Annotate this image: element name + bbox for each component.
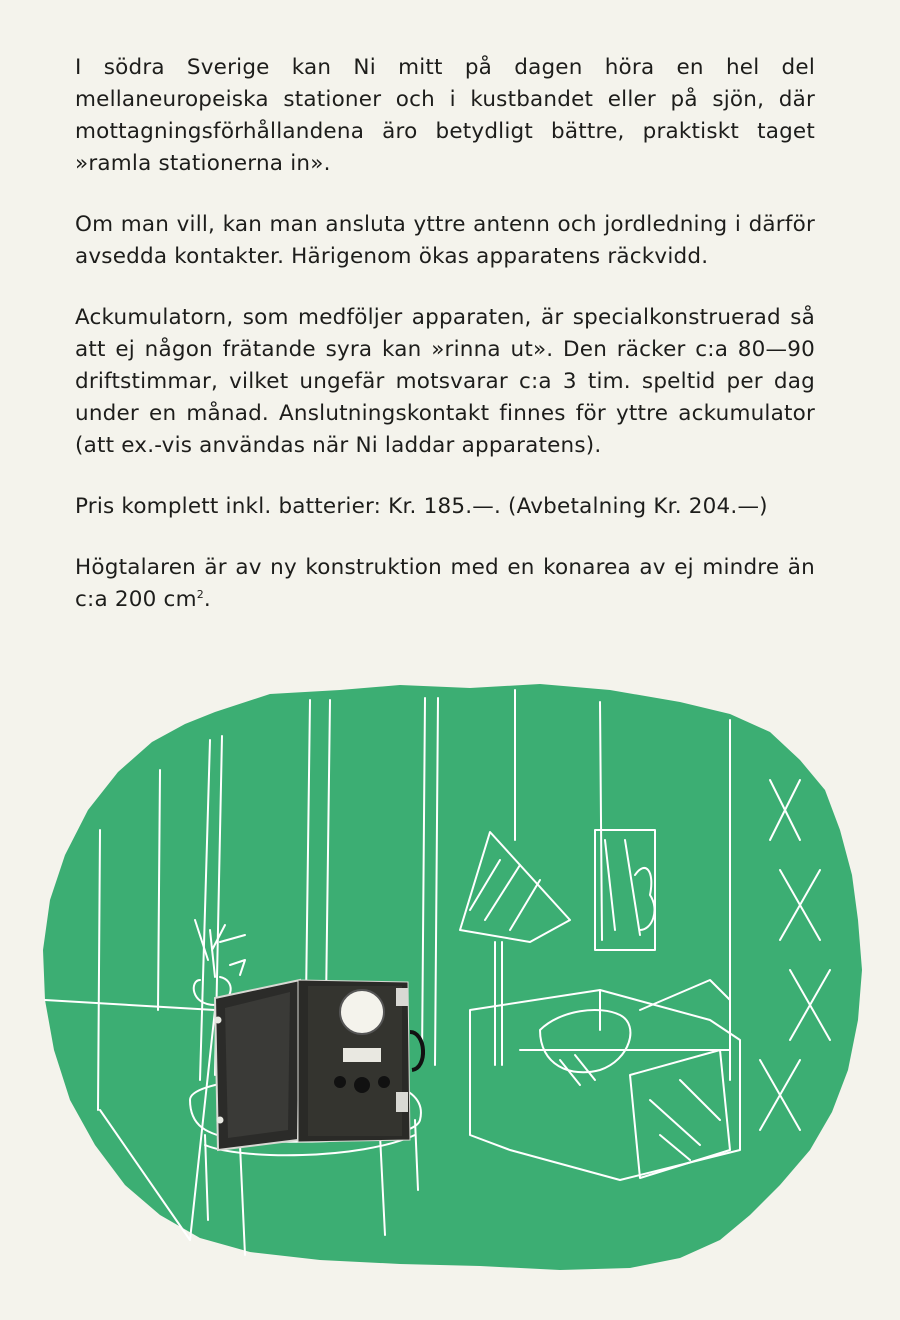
paragraph-accumulator: Ackumulatorn, som medföljer apparaten, är specialkonstruerad så att ej någon frätande syra kan »rinna ut». Den räcker c:a 80—90 driftstimmar, vilket ungefär motsvarar c:a 3 tim. speltid per dag under en månad. Anslutningskontakt finnes för yttre ackumulator (att ex.-vis användas när Ni laddar apparatens). xyxy=(75,305,815,458)
paragraph-speaker xyxy=(75,552,815,616)
price-line: Pris komplett inkl. batterier: Kr. 185.—. (Avbetalning Kr. 204.—) xyxy=(75,494,768,519)
green-background xyxy=(43,684,862,1270)
portable-radio xyxy=(215,980,424,1150)
speaker-superscript: 2 xyxy=(196,587,204,601)
room-illustration xyxy=(40,680,870,1270)
paragraph-reception: I södra Sverige kan Ni mitt på dagen höra en hel del mellaneuropeiska stationer och i kustbandet eller på sjön, där mottagningsförhållandena äro betydligt bättre, praktiskt taget »ramla stationerna in». xyxy=(75,55,815,176)
speaker-end: . xyxy=(203,587,211,612)
paragraph-antenna: Om man vill, kan man ansluta yttre antenn och jordledning i därför avsedda kontakter. Härigenom ökas apparatens räckvidd. xyxy=(75,212,815,269)
body-text xyxy=(75,52,815,616)
speaker-text: Högtalaren är av ny konstruktion med en konarea av ej mindre än c:a 200 cm xyxy=(75,555,815,612)
